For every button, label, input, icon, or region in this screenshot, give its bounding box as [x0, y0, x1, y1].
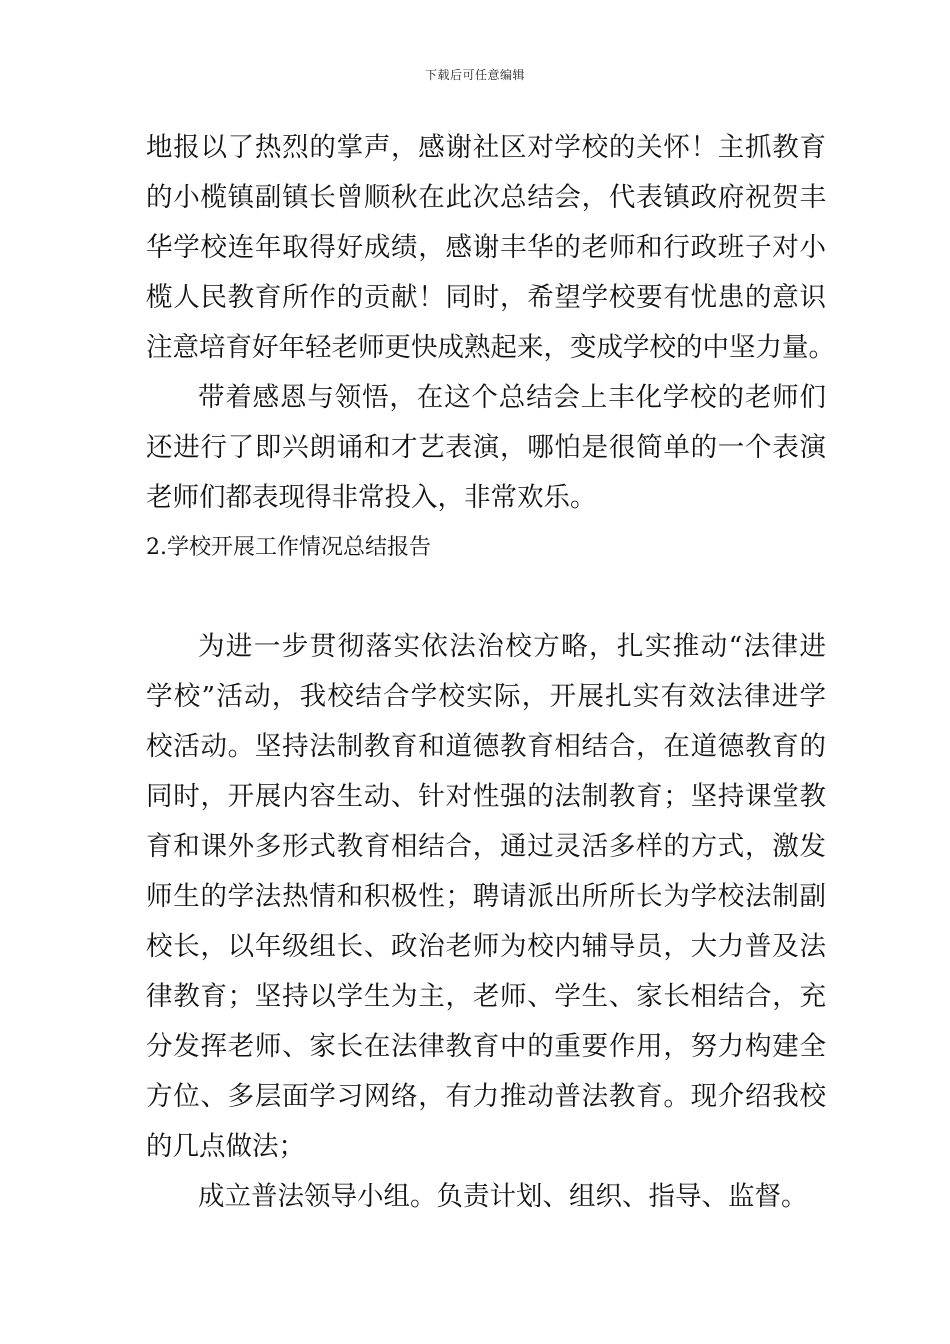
section-heading: 2.学校开展工作情况总结报告: [146, 535, 431, 560]
paragraph-line: 师生的学法热情和积极性；聘请派出所所长为学校法制副: [146, 881, 826, 912]
paragraph-line: 校活动。坚持法制教育和道德教育相结合，在道德教育的: [146, 731, 826, 762]
paragraph-line: 为进一步贯彻落实依法治校方略，扎实推动“法律进: [198, 631, 826, 662]
paragraph-line: 还进行了即兴朗诵和才艺表演，哪怕是很简单的一个表演: [146, 432, 826, 463]
paragraph-line: 带着感恩与领悟，在这个总结会上丰化学校的老师们: [198, 382, 826, 413]
paragraph-line: 老师们都表现得非常投入，非常欢乐。: [146, 482, 597, 513]
paragraph-line: 成立普法领导小组。负责计划、组织、指导、监督。: [198, 1181, 808, 1212]
page-header: 下载后可任意编辑: [424, 68, 525, 82]
paragraph-line: 方位、多层面学习网络，有力推动普法教育。现介绍我校: [146, 1081, 826, 1112]
paragraph-line: 的几点做法；: [146, 1131, 305, 1162]
paragraph-line: 同时，开展内容生动、针对性强的法制教育；坚持课堂教: [146, 781, 826, 812]
paragraph-line: 律教育；坚持以学生为主，老师、学生、家长相结合，充: [146, 981, 826, 1012]
paragraph-line: 学校”活动，我校结合学校实际，开展扎实有效法律进学: [146, 681, 826, 712]
paragraph-line: 校长，以年级组长、政治老师为校内辅导员，大力普及法: [146, 931, 826, 962]
paragraph-line: 育和课外多形式教育相结合，通过灵活多样的方式，激发: [146, 831, 826, 862]
paragraph-line: 注意培育好年轻老师更快成熟起来，变成学校的中坚力量。: [146, 332, 835, 363]
paragraph-line: 华学校连年取得好成绩，感谢丰华的老师和行政班子对小: [146, 232, 826, 263]
paragraph-line: 分发挥老师、家长在法律教育中的重要作用，努力构建全: [146, 1031, 826, 1062]
paragraph-line: 地报以了热烈的掌声，感谢社区对学校的关怀！主抓教育: [146, 132, 826, 163]
paragraph-line: 的小榄镇副镇长曾顺秋在此次总结会，代表镇政府祝贺丰: [146, 182, 826, 213]
paragraph-line: 榄人民教育所作的贡献！同时，希望学校要有忧患的意识: [146, 282, 826, 313]
